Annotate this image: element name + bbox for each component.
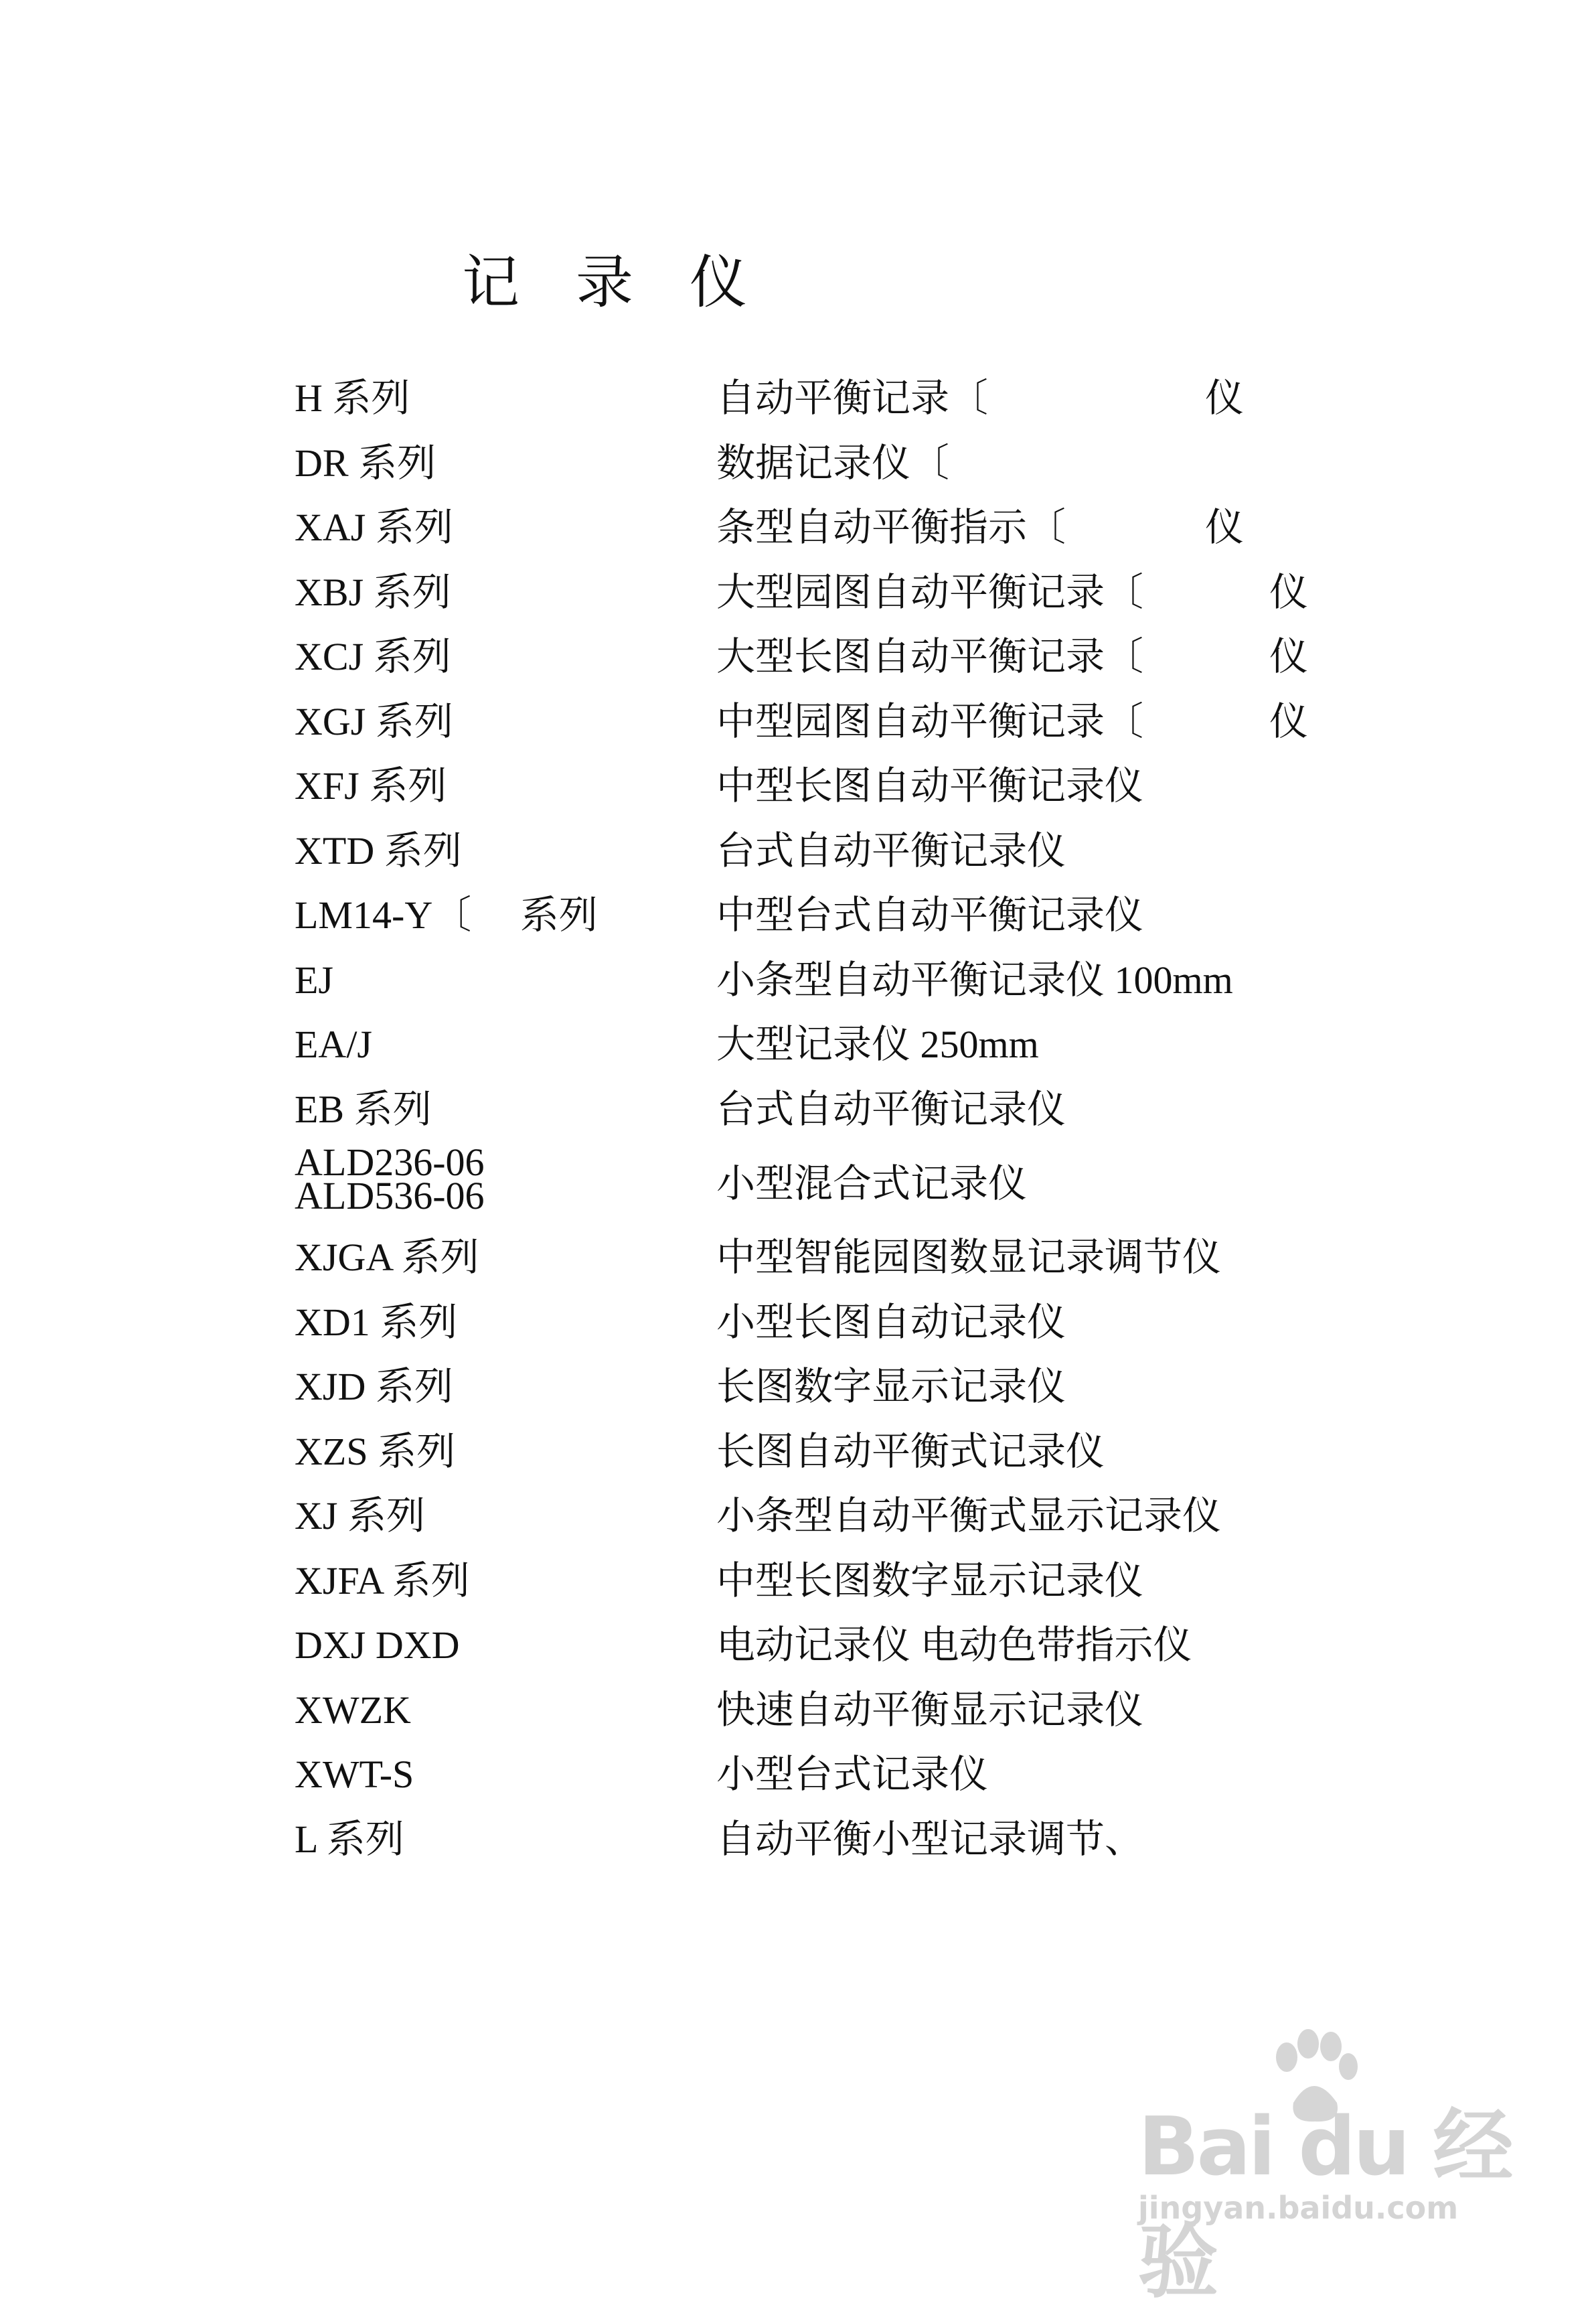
list-item [295,561,1366,625]
model-description: 大型长图自动平衡记录〔 [716,635,1144,678]
model-name: EA/J [295,1023,372,1066]
list-item [295,1613,1366,1678]
watermark-url: jingyan.baidu.com [1138,2190,1459,2226]
list-item [295,496,1366,561]
model-description-tail: 仪 [1205,506,1245,549]
list-item [295,754,1366,819]
list-item [295,366,1366,431]
title-char-3: 仪 [690,250,747,315]
page-title [462,236,803,319]
model-description: 中型长图自动平衡记录仪 [716,764,1144,808]
model-description: 小条型自动平衡式显示记录仪 [716,1494,1222,1538]
list-item [295,1290,1366,1355]
model-description: 大型园图自动平衡记录〔 [716,570,1144,614]
recorder-list [295,366,1366,1872]
model-description: 中型台式自动平衡记录仪 [716,893,1144,937]
model-name: XJD 系列 [295,1365,453,1408]
list-item [295,948,1366,1013]
model-description: 中型智能园图数显记录调节仪 [716,1236,1222,1279]
model-name: EB 系列 [295,1087,432,1131]
model-name: XJ 系列 [295,1494,425,1538]
model-description-tail: 仪 [1269,699,1309,743]
model-name: XJFA 系列 [295,1558,470,1602]
model-name-pair [295,1140,485,1217]
model-name: XGJ 系列 [295,699,453,743]
list-item [295,1142,1366,1225]
model-description: 数据记录仪〔 [716,441,950,485]
model-name: ALD236-06 [295,1140,485,1184]
list-item [295,1549,1366,1614]
model-description: 长图数字显示记录仪 [716,1365,1066,1408]
list-item [295,690,1366,755]
list-item [295,883,1366,948]
list-item [295,1742,1366,1807]
model-name: XWZK [295,1688,411,1732]
model-description: 中型长图数字显示记录仪 [716,1558,1144,1602]
list-item [295,1807,1366,1872]
model-description: 小型台式记录仪 [716,1752,989,1796]
model-description: 自动平衡小型记录调节、 [716,1817,1144,1861]
model-name: XCJ 系列 [295,635,451,678]
model-name: XJGA 系列 [295,1236,479,1279]
model-description: 台式自动平衡记录仪 [716,1087,1066,1131]
model-description-tail: 仪 [1269,635,1309,678]
list-item [295,431,1366,496]
title-char-1: 记 [462,250,520,315]
list-item [295,819,1366,884]
model-description: 长图自动平衡式记录仪 [716,1429,1105,1473]
model-name-second: ALD536-06 [295,1174,485,1217]
model-description: 台式自动平衡记录仪 [716,828,1066,873]
model-name: L 系列 [295,1817,404,1861]
list-item [295,1225,1366,1290]
model-description: 条型自动平衡指示〔 [716,506,1066,549]
model-name: LM14-Y〔 系列 [295,893,598,937]
model-name: XTD 系列 [295,828,462,873]
model-name: XAJ 系列 [295,506,453,549]
model-description: 快速自动平衡显示记录仪 [716,1688,1144,1732]
list-item [295,1355,1366,1420]
title-char-2: 录 [576,250,633,315]
list-item [295,1013,1366,1077]
model-description-tail: 仪 [1269,570,1309,614]
baidu-jingyan-watermark [1138,2029,1513,2309]
model-name: DR 系列 [295,441,436,485]
model-name: DXJ DXD [295,1623,460,1667]
model-description-tail: 仪 [1205,376,1245,420]
model-description: 小型混合式记录仪 [716,1162,1028,1205]
model-name: XBJ 系列 [295,570,451,614]
model-name: EJ [295,958,333,1002]
model-description: 大型记录仪 250mm [716,1023,1039,1066]
model-description: 自动平衡记录〔 [716,376,989,420]
model-name: XWT-S [295,1752,414,1796]
list-item [295,1077,1366,1142]
model-description: 中型园图自动平衡记录〔 [716,699,1144,743]
list-item [295,1484,1366,1549]
model-description: 电动记录仪 电动色带指示仪 [716,1623,1192,1667]
list-item [295,1420,1366,1485]
watermark-brand: Bai du 经验 [1138,2101,1511,2309]
model-description: 小条型自动平衡记录仪 100mm [716,958,1233,1002]
model-name: XD1 系列 [295,1300,458,1344]
model-name: XZS 系列 [295,1429,456,1473]
list-item [295,625,1366,690]
model-name: XFJ 系列 [295,764,447,808]
list-item [295,1678,1366,1743]
model-description: 小型长图自动记录仪 [716,1300,1066,1344]
model-name: H 系列 [295,376,410,420]
